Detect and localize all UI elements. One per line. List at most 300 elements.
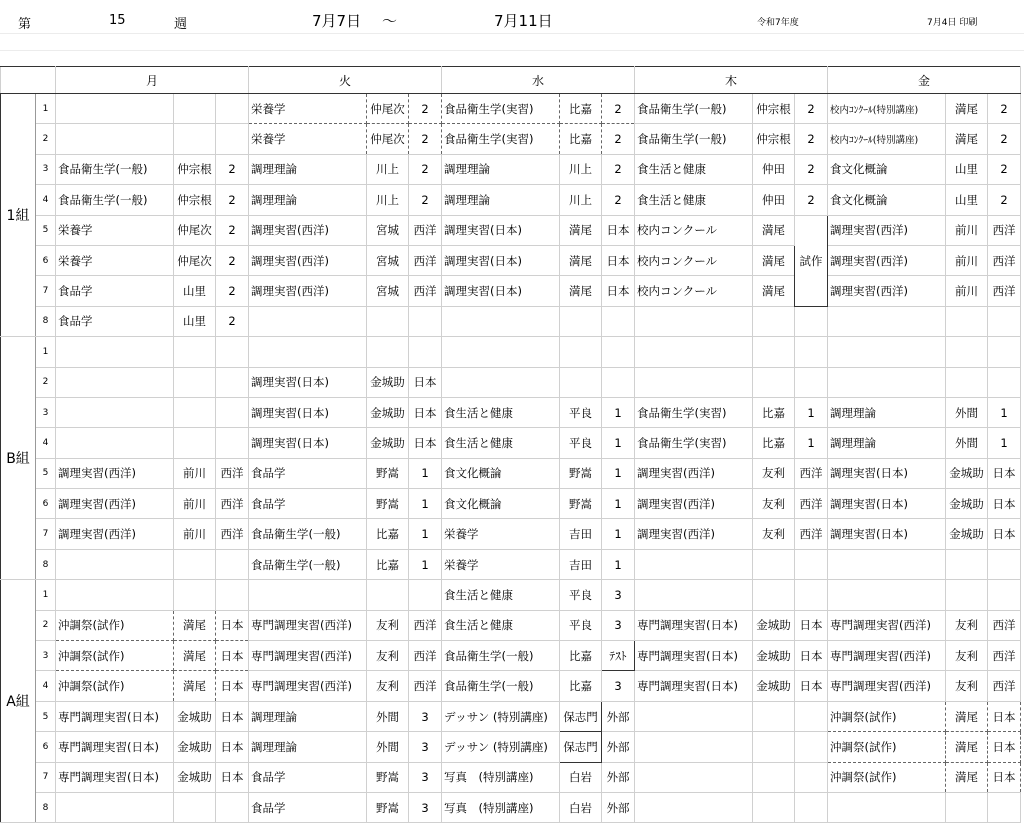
- teacher-cell: 仲宗根: [753, 124, 795, 154]
- subject-cell: 調理実習(日本): [249, 397, 367, 427]
- subject-cell: 調理実習(日本): [828, 458, 946, 488]
- room-cell: 1: [602, 397, 635, 427]
- table-row: [1, 428, 1021, 458]
- teacher-cell: 前川: [174, 519, 216, 549]
- subject-cell: 食品衛生学(一般): [635, 124, 753, 154]
- room-cell: 2: [988, 94, 1021, 124]
- subject-cell: デッサン (特別講座): [442, 701, 560, 731]
- room-cell: 1: [602, 489, 635, 519]
- subject-cell: [56, 428, 174, 458]
- subject-cell: [249, 580, 367, 610]
- subject-cell: [442, 306, 560, 336]
- teacher-cell: 満尾: [560, 276, 602, 306]
- room-cell: 西洋: [216, 458, 249, 488]
- teacher-cell: 満尾: [946, 762, 988, 792]
- room-cell: [988, 337, 1021, 367]
- period-number: 2: [36, 367, 56, 397]
- teacher-cell: [367, 306, 409, 336]
- period-number: 6: [36, 732, 56, 762]
- room-cell: 2: [602, 185, 635, 215]
- room-cell: 西洋: [988, 276, 1021, 306]
- room-cell: 3: [602, 580, 635, 610]
- room-cell: 2: [988, 154, 1021, 184]
- table-row: [1, 337, 1021, 367]
- room-cell: ﾃｽﾄ: [602, 641, 635, 671]
- period-number: 5: [36, 458, 56, 488]
- teacher-cell: [753, 580, 795, 610]
- subject-cell: 沖調祭(試作): [56, 610, 174, 640]
- period-number: 5: [36, 215, 56, 245]
- table-row: [1, 701, 1021, 731]
- teacher-cell: [946, 306, 988, 336]
- teacher-cell: 比嘉: [560, 124, 602, 154]
- table-row: [1, 154, 1021, 184]
- schedule-header: [0, 0, 1024, 66]
- room-cell: [602, 306, 635, 336]
- subject-cell: 専門調理実習(西洋): [249, 610, 367, 640]
- table-row: [1, 580, 1021, 610]
- subject-cell: 調理実習(西洋): [56, 519, 174, 549]
- teacher-cell: 満尾: [946, 94, 988, 124]
- teacher-cell: 友利: [367, 671, 409, 701]
- room-cell: [988, 306, 1021, 336]
- teacher-cell: [174, 549, 216, 579]
- room-cell: [602, 367, 635, 397]
- subject-cell: 専門調理実習(日本): [56, 762, 174, 792]
- print-date: 7月4日 印刷: [927, 18, 978, 28]
- subject-cell: 調理実習(日本): [442, 276, 560, 306]
- table-row: [1, 245, 1021, 275]
- subject-cell: 食文化概論: [442, 489, 560, 519]
- subject-cell: 写真 (特別講座): [442, 792, 560, 822]
- teacher-cell: 前川: [174, 458, 216, 488]
- period-number: 3: [36, 641, 56, 671]
- subject-cell: [635, 337, 753, 367]
- subject-cell: [249, 306, 367, 336]
- teacher-cell: [367, 337, 409, 367]
- teacher-cell: [174, 124, 216, 154]
- teacher-cell: 山里: [946, 154, 988, 184]
- room-cell: [409, 306, 442, 336]
- subject-cell: 食品学: [249, 458, 367, 488]
- period-number: 5: [36, 701, 56, 731]
- room-cell: 2: [988, 185, 1021, 215]
- room-cell: [795, 367, 828, 397]
- room-cell: 日本: [988, 732, 1021, 762]
- room-cell: 2: [409, 154, 442, 184]
- room-cell: [216, 124, 249, 154]
- period-number: 1: [36, 337, 56, 367]
- teacher-cell: 宮城: [367, 276, 409, 306]
- teacher-cell: 金城助: [753, 641, 795, 671]
- teacher-cell: 吉田: [560, 519, 602, 549]
- room-cell: 外部: [602, 701, 635, 731]
- table-row: [1, 792, 1021, 822]
- subject-cell: 専門調理実習(日本): [635, 610, 753, 640]
- group-label: B組: [1, 337, 36, 580]
- subject-cell: [635, 549, 753, 579]
- room-cell: 西洋: [409, 641, 442, 671]
- subject-cell: 食文化概論: [442, 458, 560, 488]
- subject-cell: [828, 337, 946, 367]
- room-cell: 2: [216, 306, 249, 336]
- teacher-cell: 満尾: [174, 610, 216, 640]
- teacher-cell: 友利: [367, 610, 409, 640]
- room-cell: 試作: [795, 215, 828, 306]
- subject-cell: [635, 701, 753, 731]
- room-cell: [795, 701, 828, 731]
- room-cell: 外部: [602, 762, 635, 792]
- room-cell: 3: [409, 762, 442, 792]
- corner-cell: [1, 67, 56, 94]
- teacher-cell: [174, 580, 216, 610]
- room-cell: 日本: [216, 610, 249, 640]
- room-cell: 2: [988, 124, 1021, 154]
- table-row: [1, 458, 1021, 488]
- teacher-cell: 前川: [946, 215, 988, 245]
- teacher-cell: [753, 549, 795, 579]
- teacher-cell: 金城助: [174, 762, 216, 792]
- room-cell: 1: [602, 458, 635, 488]
- room-cell: [216, 428, 249, 458]
- subject-cell: 栄養学: [442, 549, 560, 579]
- teacher-cell: [174, 428, 216, 458]
- teacher-cell: 仲尾次: [367, 94, 409, 124]
- room-cell: 日本: [409, 428, 442, 458]
- teacher-cell: 友利: [753, 489, 795, 519]
- teacher-cell: 仲田: [753, 154, 795, 184]
- subject-cell: 食品衛生学(一般): [442, 671, 560, 701]
- teacher-cell: 満尾: [174, 641, 216, 671]
- teacher-cell: 金城助: [753, 610, 795, 640]
- room-cell: 1: [409, 519, 442, 549]
- teacher-cell: 野嵩: [367, 458, 409, 488]
- room-cell: [216, 549, 249, 579]
- table-row: [1, 215, 1021, 245]
- room-cell: 西洋: [409, 276, 442, 306]
- header-shu: 週: [174, 17, 188, 32]
- header-dai: 第: [18, 17, 32, 32]
- room-cell: 日本: [216, 671, 249, 701]
- subject-cell: 調理理論: [442, 154, 560, 184]
- room-cell: [795, 580, 828, 610]
- subject-cell: 栄養学: [56, 215, 174, 245]
- room-cell: 日本: [409, 367, 442, 397]
- teacher-cell: 満尾: [560, 245, 602, 275]
- teacher-cell: [753, 337, 795, 367]
- subject-cell: [635, 367, 753, 397]
- teacher-cell: 比嘉: [367, 549, 409, 579]
- table-row: [1, 732, 1021, 762]
- subject-cell: 沖調祭(試作): [828, 732, 946, 762]
- fiscal-year: 令和7年度: [757, 18, 799, 28]
- subject-cell: 校内コンクール: [635, 276, 753, 306]
- teacher-cell: 仲田: [753, 185, 795, 215]
- teacher-cell: 満尾: [946, 701, 988, 731]
- teacher-cell: 金城助: [174, 701, 216, 731]
- subject-cell: [635, 762, 753, 792]
- teacher-cell: 友利: [753, 458, 795, 488]
- room-cell: 日本: [602, 276, 635, 306]
- room-cell: 2: [216, 185, 249, 215]
- teacher-cell: 山里: [946, 185, 988, 215]
- teacher-cell: 満尾: [753, 276, 795, 306]
- room-cell: 2: [795, 94, 828, 124]
- room-cell: 日本: [988, 701, 1021, 731]
- subject-cell: 調理理論: [249, 185, 367, 215]
- room-cell: 2: [216, 245, 249, 275]
- room-cell: [216, 367, 249, 397]
- teacher-cell: 満尾: [946, 732, 988, 762]
- room-cell: 日本: [216, 641, 249, 671]
- subject-cell: [828, 367, 946, 397]
- teacher-cell: [946, 580, 988, 610]
- period-number: 7: [36, 276, 56, 306]
- subject-cell: 食品学: [56, 276, 174, 306]
- room-cell: 3: [409, 732, 442, 762]
- teacher-cell: 仲宗根: [753, 94, 795, 124]
- table-row: [1, 185, 1021, 215]
- subject-cell: 食生活と健康: [442, 397, 560, 427]
- room-cell: 日本: [988, 458, 1021, 488]
- teacher-cell: 仲尾次: [174, 245, 216, 275]
- room-cell: 西洋: [216, 489, 249, 519]
- teacher-cell: [560, 337, 602, 367]
- header-gridline: [0, 33, 1024, 34]
- subject-cell: 専門調理実習(日本): [635, 671, 753, 701]
- teacher-cell: [753, 732, 795, 762]
- subject-cell: 調理実習(西洋): [249, 215, 367, 245]
- room-cell: 1: [988, 428, 1021, 458]
- period-number: 1: [36, 94, 56, 124]
- room-cell: 2: [409, 185, 442, 215]
- teacher-cell: [560, 367, 602, 397]
- teacher-cell: 金城助: [946, 519, 988, 549]
- room-cell: 2: [795, 124, 828, 154]
- subject-cell: 食文化概論: [828, 185, 946, 215]
- period-number: 8: [36, 549, 56, 579]
- room-cell: 3: [409, 792, 442, 822]
- teacher-cell: 仲宗根: [174, 154, 216, 184]
- subject-cell: [56, 94, 174, 124]
- subject-cell: 食品学: [56, 306, 174, 336]
- subject-cell: 食生活と健康: [442, 610, 560, 640]
- teacher-cell: 白岩: [560, 792, 602, 822]
- period-number: 8: [36, 792, 56, 822]
- room-cell: [795, 306, 828, 336]
- subject-cell: 沖調祭(試作): [828, 762, 946, 792]
- room-cell: [988, 792, 1021, 822]
- subject-cell: 調理実習(日本): [828, 489, 946, 519]
- subject-cell: [56, 337, 174, 367]
- day-header: 火: [249, 67, 442, 94]
- teacher-cell: 平良: [560, 610, 602, 640]
- teacher-cell: 川上: [367, 154, 409, 184]
- room-cell: 2: [795, 185, 828, 215]
- subject-cell: 食生活と健康: [635, 185, 753, 215]
- room-cell: 2: [409, 94, 442, 124]
- subject-cell: 調理実習(西洋): [635, 519, 753, 549]
- subject-cell: [56, 792, 174, 822]
- subject-cell: [635, 580, 753, 610]
- subject-cell: 栄養学: [249, 94, 367, 124]
- subject-cell: 専門調理実習(西洋): [828, 610, 946, 640]
- room-cell: 西洋: [988, 641, 1021, 671]
- room-cell: [409, 337, 442, 367]
- subject-cell: [635, 306, 753, 336]
- table-row: [1, 549, 1021, 579]
- teacher-cell: [946, 337, 988, 367]
- teacher-cell: [753, 306, 795, 336]
- room-cell: 西洋: [409, 671, 442, 701]
- day-header: 木: [635, 67, 828, 94]
- room-cell: 外部: [602, 732, 635, 762]
- subject-cell: 食品衛生学(一般): [635, 94, 753, 124]
- subject-cell: [828, 792, 946, 822]
- teacher-cell: 外間: [367, 701, 409, 731]
- teacher-cell: [174, 337, 216, 367]
- teacher-cell: [946, 549, 988, 579]
- subject-cell: 調理実習(西洋): [635, 489, 753, 519]
- day-header: 金: [828, 67, 1021, 94]
- teacher-cell: 保志門: [560, 701, 602, 731]
- subject-cell: 専門調理実習(西洋): [249, 671, 367, 701]
- subject-cell: 調理理論: [828, 428, 946, 458]
- room-cell: [602, 337, 635, 367]
- subject-cell: 食生活と健康: [442, 428, 560, 458]
- subject-cell: 調理実習(西洋): [828, 215, 946, 245]
- teacher-cell: 満尾: [174, 671, 216, 701]
- room-cell: 1: [409, 549, 442, 579]
- teacher-cell: 前川: [946, 245, 988, 275]
- teacher-cell: 川上: [560, 154, 602, 184]
- table-row: [1, 367, 1021, 397]
- room-cell: [409, 580, 442, 610]
- subject-cell: 専門調理実習(日本): [56, 701, 174, 731]
- subject-cell: 写真 (特別講座): [442, 762, 560, 792]
- teacher-cell: 川上: [367, 185, 409, 215]
- teacher-cell: 吉田: [560, 549, 602, 579]
- teacher-cell: [753, 701, 795, 731]
- teacher-cell: 野嵩: [560, 489, 602, 519]
- period-number: 1: [36, 580, 56, 610]
- room-cell: [988, 367, 1021, 397]
- room-cell: [795, 762, 828, 792]
- subject-cell: 食品衛生学(実習): [635, 428, 753, 458]
- subject-cell: 専門調理実習(西洋): [828, 671, 946, 701]
- teacher-cell: 平良: [560, 397, 602, 427]
- subject-cell: 食品衛生学(一般): [249, 549, 367, 579]
- teacher-cell: 山里: [174, 276, 216, 306]
- teacher-cell: 満尾: [560, 215, 602, 245]
- subject-cell: 食文化概論: [828, 154, 946, 184]
- teacher-cell: 満尾: [753, 215, 795, 245]
- room-cell: [795, 549, 828, 579]
- period-number: 3: [36, 154, 56, 184]
- subject-cell: 調理理論: [249, 701, 367, 731]
- subject-cell: 食生活と健康: [442, 580, 560, 610]
- room-cell: [988, 580, 1021, 610]
- teacher-cell: 友利: [753, 519, 795, 549]
- subject-cell: 専門調理実習(西洋): [249, 641, 367, 671]
- room-cell: 日本: [216, 762, 249, 792]
- teacher-cell: 比嘉: [367, 519, 409, 549]
- period-number: 6: [36, 245, 56, 275]
- teacher-cell: 保志門: [560, 732, 602, 762]
- period-number: 7: [36, 762, 56, 792]
- table-row: [1, 641, 1021, 671]
- teacher-cell: 金城助: [174, 732, 216, 762]
- room-cell: 日本: [795, 641, 828, 671]
- teacher-cell: 平良: [560, 580, 602, 610]
- group-label: A組: [1, 580, 36, 823]
- subject-cell: 調理実習(西洋): [249, 245, 367, 275]
- teacher-cell: 仲宗根: [174, 185, 216, 215]
- subject-cell: 調理実習(日本): [828, 519, 946, 549]
- room-cell: [795, 337, 828, 367]
- teacher-cell: 野嵩: [367, 762, 409, 792]
- teacher-cell: 友利: [946, 610, 988, 640]
- subject-cell: 専門調理実習(日本): [56, 732, 174, 762]
- room-cell: [216, 397, 249, 427]
- teacher-cell: 金城助: [367, 397, 409, 427]
- room-cell: 西洋: [988, 610, 1021, 640]
- teacher-cell: 前川: [174, 489, 216, 519]
- subject-cell: [56, 124, 174, 154]
- teacher-cell: 白岩: [560, 762, 602, 792]
- room-cell: [216, 580, 249, 610]
- subject-cell: 栄養学: [249, 124, 367, 154]
- table-row: [1, 610, 1021, 640]
- room-cell: 1: [795, 428, 828, 458]
- subject-cell: 調理理論: [249, 154, 367, 184]
- teacher-cell: 宮城: [367, 245, 409, 275]
- subject-cell: 調理実習(西洋): [249, 276, 367, 306]
- subject-cell: 調理実習(西洋): [828, 245, 946, 275]
- subject-cell: 食品衛生学(一般): [249, 519, 367, 549]
- subject-cell: 調理理論: [828, 397, 946, 427]
- subject-cell: [56, 580, 174, 610]
- table-row: [1, 762, 1021, 792]
- teacher-cell: [946, 792, 988, 822]
- subject-cell: 調理理論: [249, 732, 367, 762]
- room-cell: 3: [409, 701, 442, 731]
- subject-cell: [635, 732, 753, 762]
- subject-cell: 校内ｺﾝｸｰﾙ(特別講座): [828, 94, 946, 124]
- teacher-cell: 友利: [367, 641, 409, 671]
- teacher-cell: 金城助: [753, 671, 795, 701]
- room-cell: 3: [602, 610, 635, 640]
- room-cell: 日本: [795, 610, 828, 640]
- subject-cell: 調理実習(西洋): [56, 489, 174, 519]
- room-cell: 1: [409, 489, 442, 519]
- table-row: [1, 519, 1021, 549]
- teacher-cell: 金城助: [367, 367, 409, 397]
- room-cell: [795, 732, 828, 762]
- room-cell: 日本: [988, 762, 1021, 792]
- room-cell: [988, 549, 1021, 579]
- teacher-cell: 比嘉: [560, 94, 602, 124]
- room-cell: 1: [795, 397, 828, 427]
- subject-cell: 調理実習(西洋): [828, 276, 946, 306]
- teacher-cell: 金城助: [367, 428, 409, 458]
- subject-cell: 食品学: [249, 792, 367, 822]
- room-cell: 西洋: [409, 245, 442, 275]
- header-tilde: ～: [382, 12, 398, 30]
- table-row: [1, 306, 1021, 336]
- period-number: 2: [36, 124, 56, 154]
- subject-cell: [635, 792, 753, 822]
